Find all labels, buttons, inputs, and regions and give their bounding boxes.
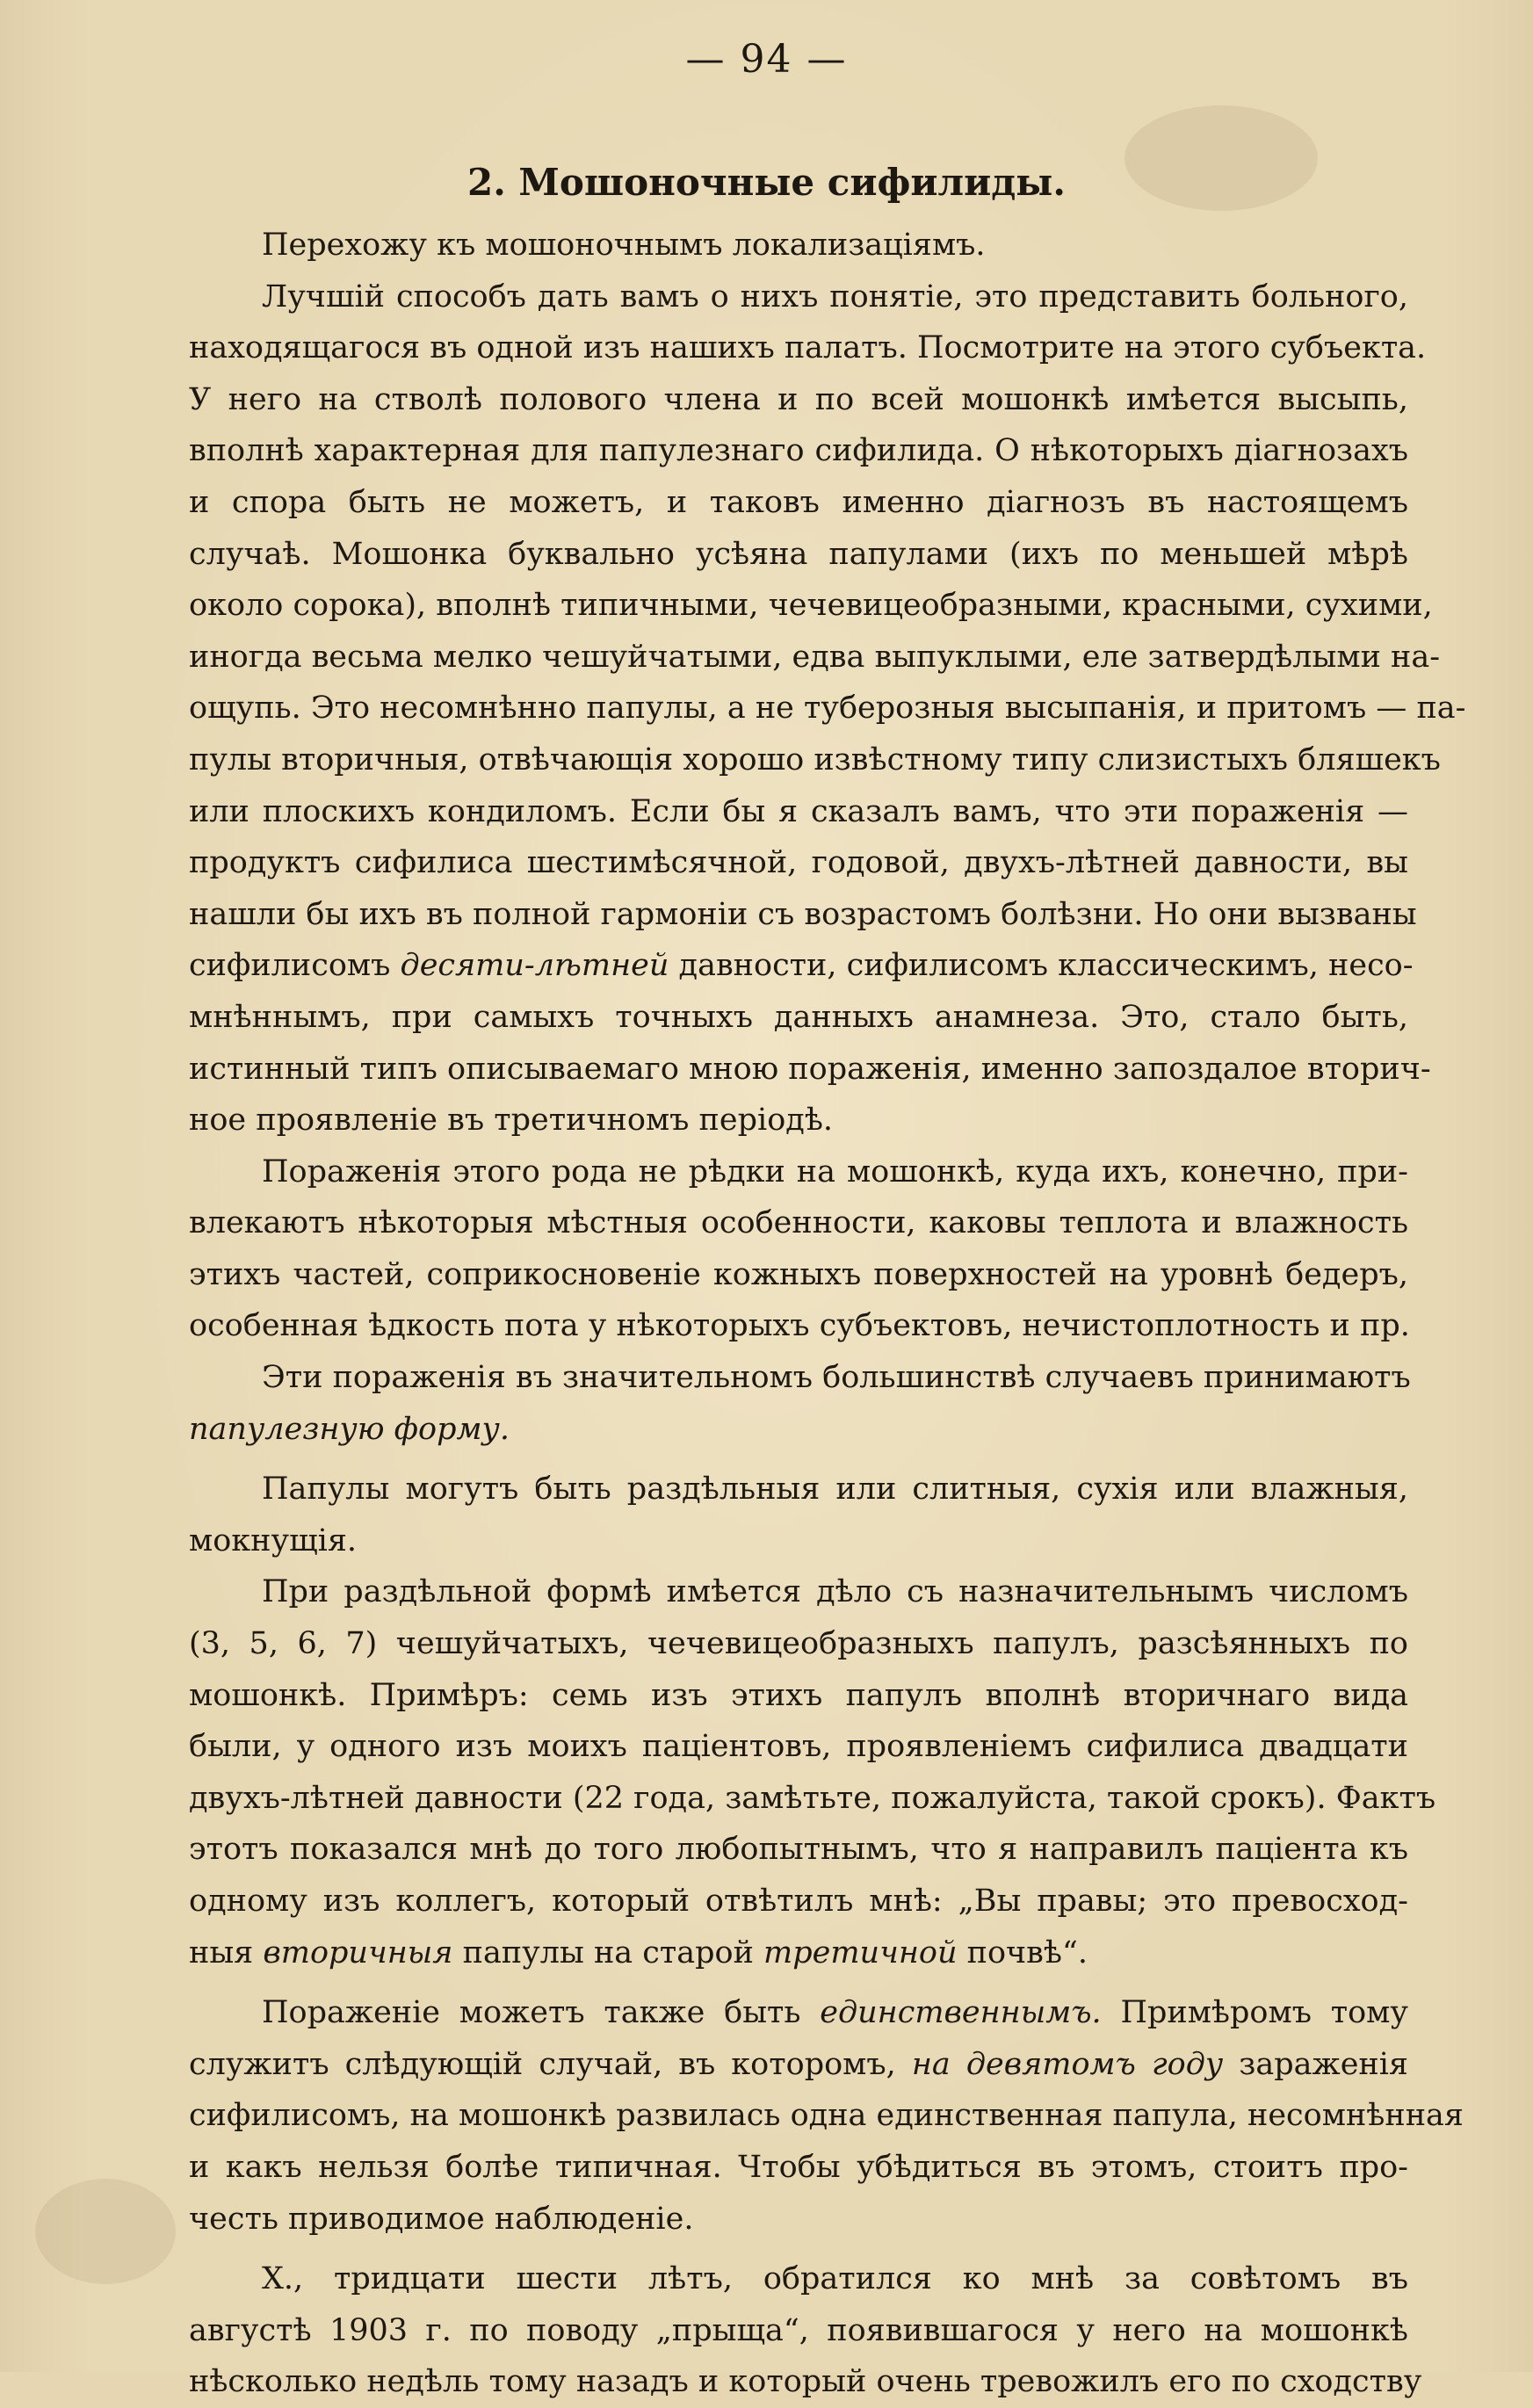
text-segment: иногда весьма мелко чешуйчатыми, едва выпуклыми, еле затвердѣлыми на- [189, 639, 1441, 675]
text-line [189, 322, 1427, 374]
text-line [189, 2194, 1408, 2245]
page-number: — 94 — [685, 37, 848, 82]
text-line [189, 2142, 1408, 2194]
text-line [189, 683, 1466, 734]
text-line [189, 2253, 1408, 2305]
italic-text: вторичныя [263, 1934, 453, 1971]
text-segment: нѣсколько недѣль тому назадъ и который очень тревожилъ его по сходству [189, 2364, 1422, 2400]
text-segment: мошонкѣ. Примѣръ: семь изъ этихъ папулъ вполнѣ вторичнаго вида [189, 1677, 1408, 1713]
text-line [189, 2090, 1464, 2142]
text-line [189, 1721, 1408, 1773]
text-segment: были, у одного изъ моихъ паціентовъ, проявленіемъ сифилиса двадцати [189, 1729, 1408, 1765]
text-line [189, 529, 1408, 581]
text-segment: влекаютъ нѣкоторыя мѣстныя особенности, каковы теплота и влажность [189, 1205, 1408, 1241]
text-segment: около сорока), вполнѣ типичными, чечевицеобразными, красными, сухими, [189, 588, 1433, 624]
text-segment: ощупь. Это несомнѣнно папулы, а не туберозныя высыпанія, и притомъ — па- [189, 691, 1466, 727]
text-line [189, 477, 1408, 529]
text-segment: мокнущія. [189, 1522, 358, 1558]
text-segment: августѣ 1903 г. по поводу „прыща“, появившагося у него на мошонкѣ [189, 2312, 1408, 2348]
text-line [189, 992, 1408, 1044]
text-line [189, 374, 1408, 426]
text-segment: особенная ѣдкость пота у нѣкоторыхъ субъектовъ, нечистоплотность и пр. [189, 1308, 1410, 1344]
italic-text: десяти-лѣтней [400, 948, 669, 984]
text-segment: истинный типъ описываемаго мною пораженія, именно запоздалое вторич- [189, 1051, 1431, 1087]
text-segment: Папулы могутъ быть раздѣльныя или слитныя, сухія или влажныя, [262, 1472, 1408, 1508]
text-segment: зараженія [1223, 2046, 1409, 2082]
italic-text: третичной [763, 1934, 958, 1971]
text-segment: этихъ частей, соприкосновеніе кожныхъ поверхностей на уровнѣ бедеръ, [189, 1256, 1408, 1292]
text-segment: двухъ-лѣтней давности (22 года, замѣтьте, пожалуйста, такой срокъ). Фактъ [189, 1780, 1436, 1816]
text-segment: X., тридцати шести лѣтъ, обратился ко мнѣ за совѣтомъ въ [262, 2261, 1408, 2297]
text-line [189, 837, 1408, 889]
text-segment: нашли бы ихъ въ полной гармоніи съ возрастомъ болѣзни. Но они вызваны [189, 896, 1417, 932]
text-segment: Эти пораженія въ значительномъ большинствѣ случаевъ принимаютъ [262, 1360, 1411, 1396]
text-line [189, 2039, 1408, 2091]
text-line [189, 1464, 1408, 1515]
body-text [189, 220, 1466, 2408]
text-line [189, 940, 1414, 992]
text-segment: ное проявленіе въ третичномъ періодѣ. [189, 1103, 834, 1139]
text-segment: одному изъ коллегъ, который отвѣтилъ мнѣ: „Вы правы; это превосход- [189, 1884, 1408, 1919]
text-line [189, 425, 1408, 477]
text-segment: мнѣннымъ, при самыхъ точныхъ данныхъ анамнеза. Это, стало быть, [189, 999, 1408, 1035]
text-segment: При раздѣльной формѣ имѣется дѣло съ назначительнымъ числомъ [262, 1574, 1408, 1610]
text-line [189, 1566, 1408, 1618]
text-segment: сифилисомъ [189, 948, 401, 984]
text-segment: продуктъ сифилиса шестимѣсячной, годовой, двухъ-лѣтней давности, вы [189, 845, 1408, 881]
text-line [189, 1515, 1408, 1567]
text-segment: пулы вторичныя, отвѣчающія хорошо извѣстному типу слизистыхъ бляшекъ [189, 741, 1441, 777]
text-segment: Перехожу къ мошоночнымъ локализаціямъ. [262, 228, 986, 263]
text-segment: У него на стволѣ полового члена и по всей мошонкѣ имѣется высыпь, [189, 381, 1408, 417]
italic-text: на девятомъ году [911, 2046, 1224, 2082]
text-segment: Лучшій способъ дать вамъ о нихъ понятіе, это представить больного, [262, 278, 1408, 315]
text-line [189, 1927, 1408, 1979]
text-line [189, 1249, 1408, 1301]
text-line [189, 1670, 1408, 1722]
text-line [189, 1876, 1408, 1927]
text-segment: папулы на старой [452, 1934, 764, 1971]
text-line [189, 734, 1441, 786]
text-line [189, 220, 1408, 271]
text-line [189, 271, 1408, 323]
text-line [189, 1300, 1408, 1352]
text-line [189, 1095, 1408, 1146]
text-line [189, 1044, 1431, 1096]
text-segment: случаѣ. Мошонка буквально усѣяна папулами (ихъ по меньшей мѣрѣ [189, 536, 1408, 572]
text-segment: Пораженія этого рода не рѣдки на мошонкѣ, куда ихъ, конечно, при- [262, 1153, 1408, 1190]
text-segment: служитъ слѣдующій случай, въ которомъ, [189, 2046, 912, 2082]
text-segment: (3, 5, 6, 7) чешуйчатыхъ, чечевицеобразныхъ папулъ, разсѣянныхъ по [189, 1626, 1408, 1662]
text-segment: вполнѣ характерная для папулезнаго сифилида. О нѣкоторыхъ діагнозахъ [189, 433, 1408, 469]
italic-text: единственнымъ. [820, 1995, 1102, 2031]
text-segment: давности, сифилисомъ классическимъ, несо- [669, 948, 1414, 984]
text-line [189, 632, 1441, 683]
text-line [189, 786, 1408, 838]
text-segment: находящагося въ одной изъ нашихъ палатъ. Посмотрите на этого субъекта. [189, 330, 1427, 366]
italic-text: папулезную форму. [189, 1411, 510, 1447]
text-line [189, 889, 1417, 941]
text-segment: Пораженіе можетъ также быть [262, 1995, 821, 2031]
text-segment: или плоскихъ кондиломъ. Если бы я сказалъ вамъ, что эти пораженія — [189, 793, 1408, 829]
text-line [189, 1824, 1408, 1876]
text-line [189, 2305, 1408, 2357]
text-segment: Примѣромъ тому [1101, 1995, 1408, 2031]
text-line [189, 1146, 1408, 1198]
text-line [189, 580, 1433, 632]
text-segment: и какъ нельзя болѣе типичная. Чтобы убѣдиться въ этомъ, стоитъ про- [189, 2149, 1408, 2185]
text-segment: сифилисомъ, на мошонкѣ развилась одна единственная папула, несомнѣнная [189, 2098, 1464, 2134]
text-line [189, 1773, 1436, 1825]
text-line [189, 2356, 1422, 2408]
paper-stain [35, 2179, 176, 2284]
text-line [189, 1404, 1408, 1456]
text-segment: этотъ показался мнѣ до того любопытнымъ, что я направилъ паціента къ [189, 1832, 1408, 1868]
text-segment: почвѣ“. [957, 1934, 1088, 1971]
text-line [189, 1618, 1408, 1670]
text-segment: честь приводимое наблюденіе. [189, 2201, 694, 2237]
section-heading: 2. Мошоночные сифилиды. [466, 161, 1067, 204]
text-segment: ныя [189, 1934, 264, 1971]
text-line [189, 1352, 1411, 1404]
text-segment: и спора быть не можетъ, и таковъ именно діагнозъ въ настоящемъ [189, 484, 1408, 520]
text-line [189, 1197, 1408, 1249]
text-line [189, 1987, 1408, 2039]
